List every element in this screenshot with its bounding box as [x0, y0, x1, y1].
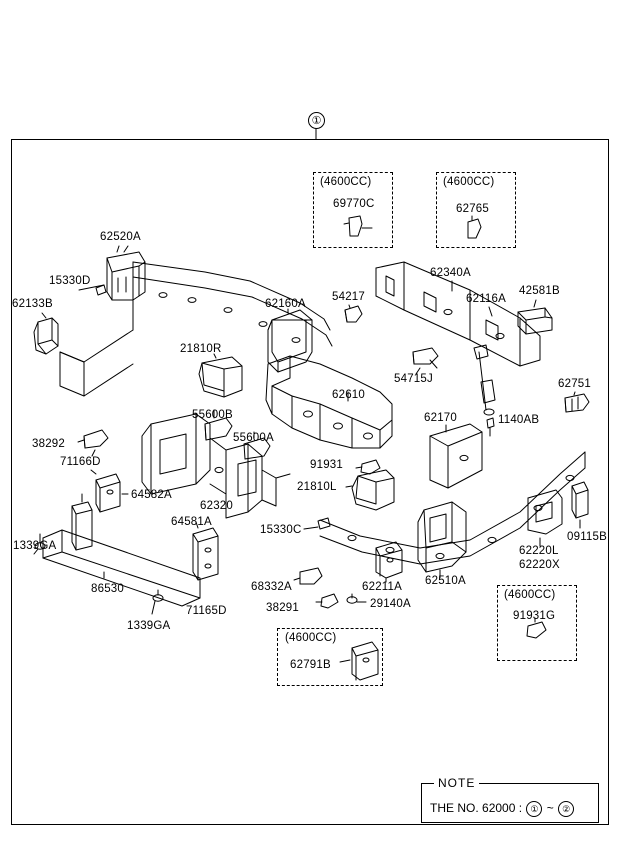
note-prefix: THE NO. — [430, 801, 479, 816]
callout-38291: 38291 — [266, 602, 299, 614]
callout-1140ab: 1140AB — [498, 414, 540, 426]
dash-header-62765: (4600CC) — [443, 176, 495, 188]
callout-86530: 86530 — [91, 583, 124, 595]
callout-62160a: 62160A — [265, 298, 306, 310]
callout-62340a: 62340A — [430, 267, 471, 279]
label-62765: 62765 — [456, 203, 489, 215]
label-91931g: 91931G — [513, 610, 556, 622]
callout-71166d: 71166D — [60, 456, 101, 468]
callout-21810l: 21810L — [297, 481, 337, 493]
callout-55600a: 55600A — [233, 432, 274, 444]
callout-91931: 91931 — [310, 459, 343, 471]
diagram-index-circle-1: ① — [308, 112, 325, 129]
callout-62520a: 62520A — [100, 231, 141, 243]
dash-header-91931g: (4600CC) — [504, 589, 556, 601]
callout-15330c: 15330C — [260, 524, 302, 536]
callout-64581a: 64581A — [171, 516, 212, 528]
callout-29140a: 29140A — [370, 598, 411, 610]
callout-38292: 38292 — [32, 438, 65, 450]
callout-62116a: 62116A — [466, 293, 506, 305]
note-label: NOTE — [434, 776, 479, 790]
label-69770c: 69770C — [333, 198, 375, 210]
callout-1339ga-bottom: 1339GA — [127, 620, 171, 632]
note-part-base: 62000 — [482, 801, 516, 816]
callout-54715j: 54715J — [394, 373, 433, 385]
callout-68332a: 68332A — [251, 581, 292, 593]
note-tilde: ~ — [546, 801, 554, 816]
callout-62220x: 62220X — [519, 559, 560, 571]
label-62791b: 62791B — [290, 659, 331, 671]
dash-header-69770c: (4600CC) — [320, 176, 372, 188]
callout-62610: 62610 — [332, 389, 365, 401]
callout-1339ga-top: 1339GA — [13, 540, 57, 552]
callout-62133b: 62133B — [12, 298, 53, 310]
note-colon: : — [518, 801, 523, 816]
callout-62751: 62751 — [558, 378, 591, 390]
callout-64582a: 64582A — [131, 489, 172, 501]
callout-42581b: 42581B — [519, 285, 560, 297]
callout-62510a: 62510A — [425, 575, 466, 587]
callout-09115b: 09115B — [567, 531, 607, 543]
callout-62170: 62170 — [424, 412, 457, 424]
note-circle-to: ② — [558, 801, 574, 817]
callout-21810r: 21810R — [180, 343, 222, 355]
callout-15330d: 15330D — [49, 275, 91, 287]
dash-header-62791b: (4600CC) — [285, 632, 337, 644]
note-text — [430, 801, 575, 817]
callout-62220l: 62220L — [519, 545, 559, 557]
callout-54217: 54217 — [332, 291, 365, 303]
note-circle-from: ① — [526, 801, 542, 817]
callout-62211a: 62211A — [362, 581, 402, 593]
callout-62320: 62320 — [200, 500, 233, 512]
callout-71165d: 71165D — [186, 605, 227, 617]
callout-55600b: 55600B — [192, 409, 233, 421]
